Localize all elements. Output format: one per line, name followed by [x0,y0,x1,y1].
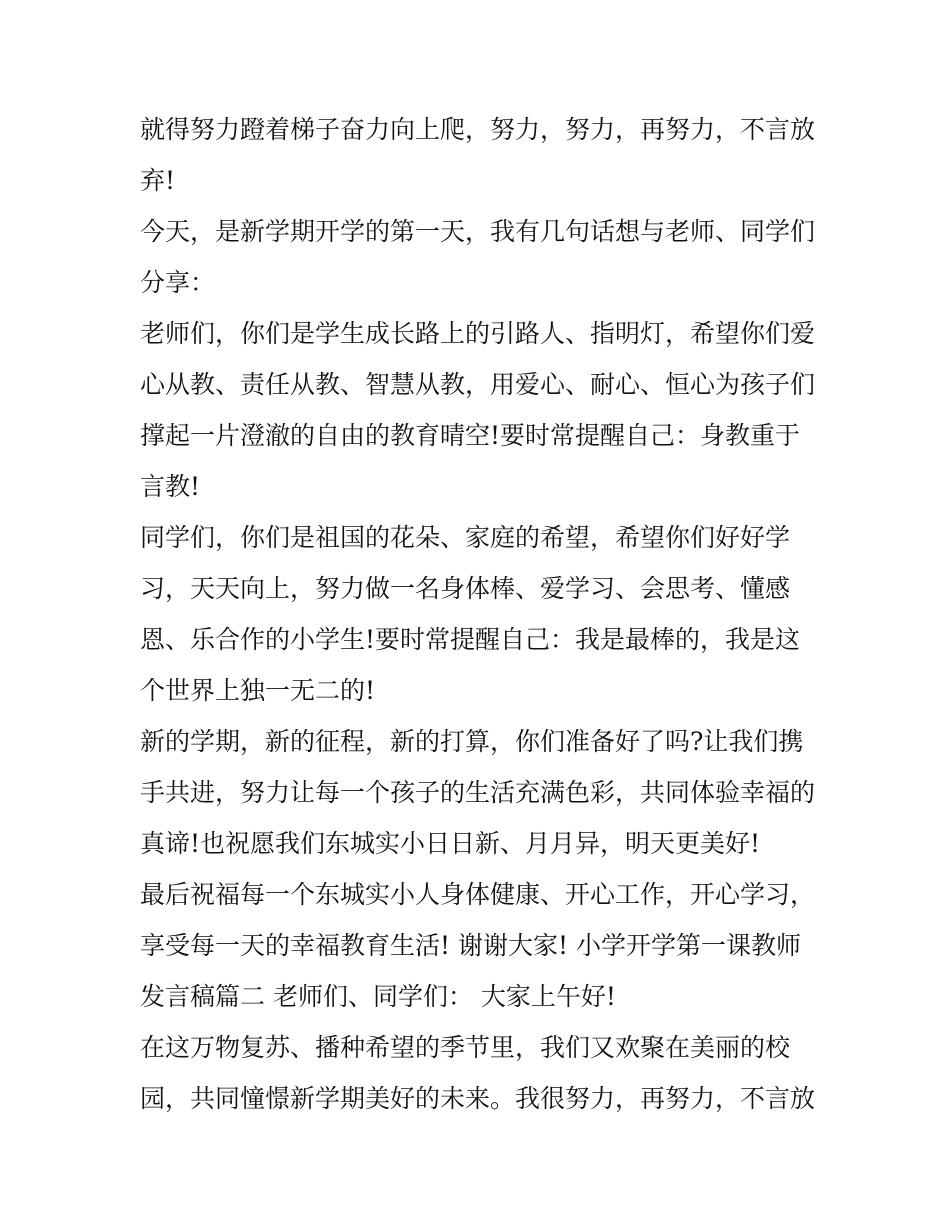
text-line: 心从教、责任从教、智慧从教，用爱心、耐心、恒心为孩子们 [140,370,816,399]
text-line: 手共进，努力让每一个孩子的生活充满色彩，共同体验幸福的 [140,778,816,807]
text-line: 同学们，你们是祖国的花朵、家庭的希望，希望你们好好学 [140,523,791,552]
text-line: 老师们，你们是学生成长路上的引路人、指明灯，希望你们爱 [140,319,816,348]
text-line: 享受每一天的幸福教育生活! 谢谢大家! 小学开学第一课教师 [140,931,801,960]
text-line: 弃! [140,166,176,195]
text-line: 园，共同憧憬新学期美好的未来。我很努力，再努力，不言放 [140,1084,816,1113]
text-line: 分享： [140,268,216,297]
text-line: 习，天天向上，努力做一名身体棒、爱学习、会思考、懂感 [140,574,791,603]
text-line: 言教! [140,472,201,501]
text-line: 最后祝福每一个东城实小人身体健康、开心工作，开心学习， [140,880,816,909]
text-line: 恩、乐合作的小学生!要时常提醒自己：我是最棒的，我是这 [140,625,801,654]
text-line: 新的学期，新的征程，新的打算，你们准备好了吗?让我们携 [140,727,804,756]
text-line: 发言稿篇二 老师们、同学们： 大家上午好! [140,982,616,1011]
text-line: 就得努力蹬着梯子奋力向上爬，努力，努力，再努力，不言放 [140,115,816,144]
text-line: 撑起一片澄澈的自由的教育晴空!要时常提醒自己：身教重于 [140,421,801,450]
text-line: 在这万物复苏、播种希望的季节里，我们又欢聚在美丽的校 [140,1033,791,1062]
text-line: 今天，是新学期开学的第一天，我有几句话想与老师、同学们 [140,217,816,246]
document-body [140,104,830,1124]
text-line: 个世界上独一无二的! [140,676,376,705]
text-line: 真谛!也祝愿我们东城实小日日新、月月异，明天更美好! [140,829,761,858]
